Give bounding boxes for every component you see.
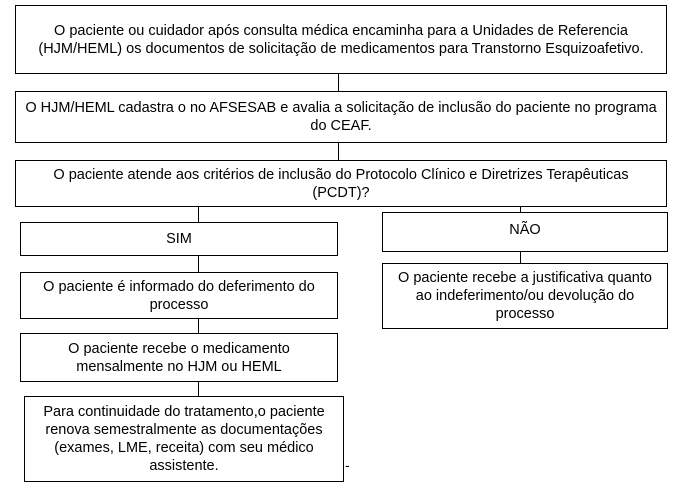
trailing-dash: -	[345, 457, 350, 473]
connector-yes-yes1	[198, 256, 199, 272]
connector-3-yes	[198, 207, 199, 222]
flow-step-submit-documents	[15, 5, 667, 74]
flow-step-informed-approval	[20, 272, 338, 319]
flow-step-register-evaluate	[15, 91, 667, 143]
flow-decision-criteria-text: O paciente atende aos critérios de inclusão do Protocolo Clínico e Diretrizes Terapêuticas (PCDT)?	[53, 166, 629, 201]
flow-decision-criteria	[15, 160, 667, 207]
flow-step-receive-justification	[382, 263, 668, 329]
connector-no-no1	[520, 252, 521, 263]
flow-branch-yes	[20, 222, 338, 256]
flow-step-receive-medication	[20, 333, 338, 382]
flow-step-informed-approval-text: O paciente é informado do deferimento do processo	[43, 278, 315, 313]
connector-yes1-yes2	[198, 319, 199, 333]
flow-step-register-evaluate-text: O HJM/HEML cadastra o no AFSESAB e avalia a solicitação de inclusão do paciente no programa do CEAF.	[25, 100, 657, 134]
flow-step-renew-documents	[24, 396, 344, 482]
flow-step-submit-documents-text: O paciente ou cuidador após consulta médica encaminha para a Unidades de Referencia (HJM/HEML) os documentos de solicitação de medicamentos para Transtorno Esquizoafetivo.	[38, 22, 644, 57]
flow-step-receive-justification-text: O paciente recebe a justificativa quanto ao indeferimento/ou devolução do processo	[398, 270, 652, 322]
connector-1-2	[338, 74, 339, 91]
flow-branch-no-label: NÃO	[509, 222, 541, 238]
flow-branch-yes-label: SIM	[166, 231, 192, 247]
connector-2-3	[338, 143, 339, 160]
connector-yes2-yes3	[198, 382, 199, 396]
flow-step-renew-documents-text: Para continuidade do tratamento,o paciente renova semestralmente as documentações (exames, LME, receita) com seu médico assistente.	[43, 404, 325, 474]
flow-step-receive-medication-text: O paciente recebe o medicamento mensalmente no HJM ou HEML	[68, 340, 290, 375]
flow-branch-no	[382, 212, 668, 252]
